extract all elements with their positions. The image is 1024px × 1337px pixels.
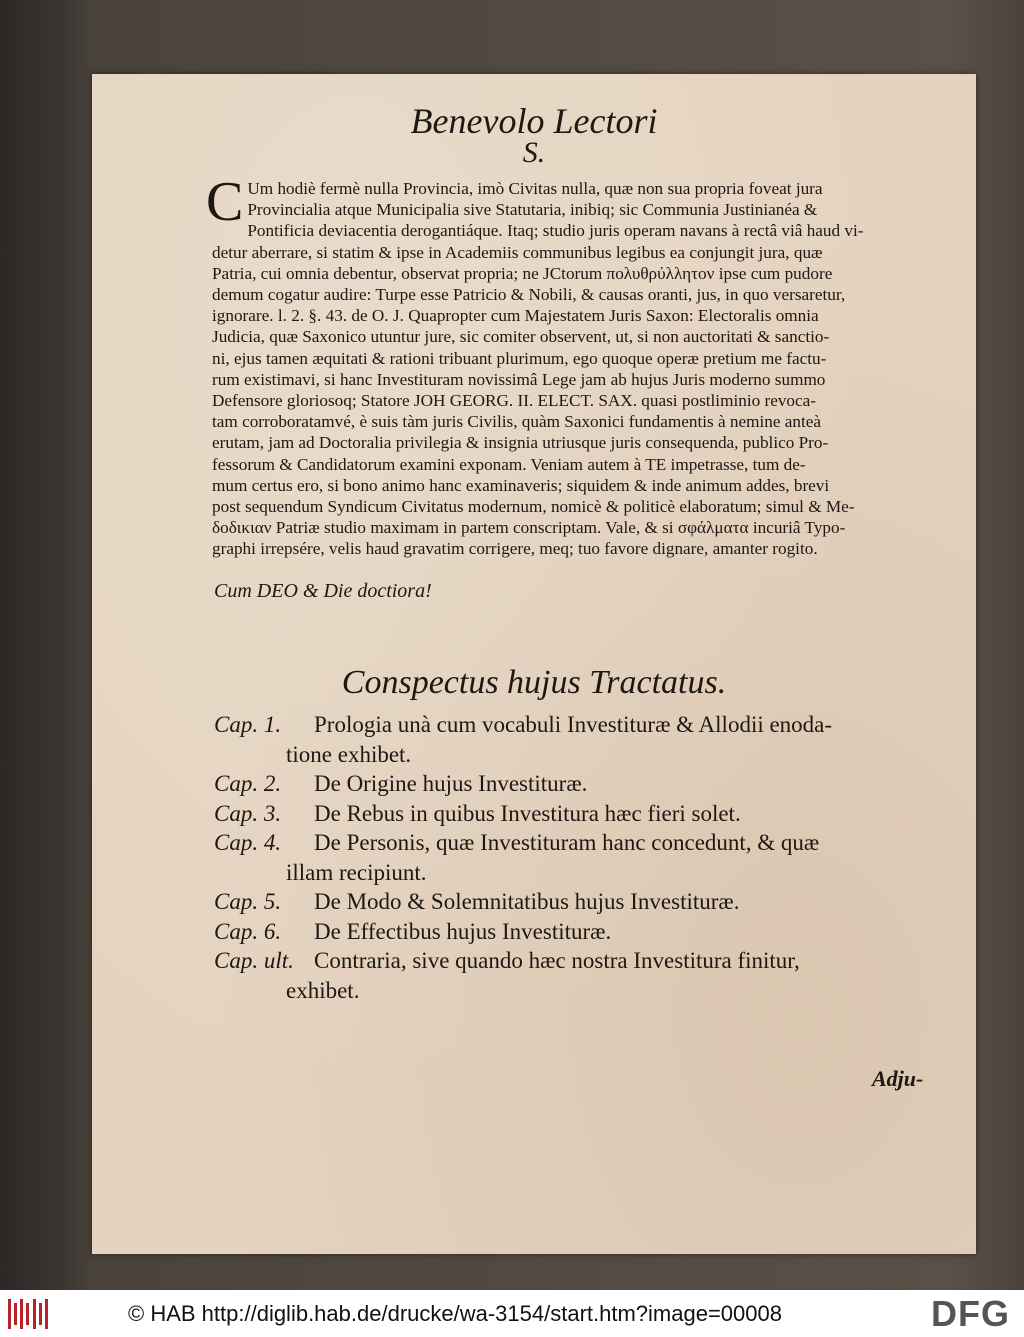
toc-row: [214, 946, 954, 976]
source-url-link[interactable]: © HAB http://diglib.hab.de/drucke/wa-3154/start.htm?image=00008: [128, 1300, 782, 1326]
closing-line: Cum DEO & Die doctiora!: [214, 580, 432, 602]
toc-row: [214, 710, 954, 740]
text-line: Judicia, quæ Saxonico utuntur jure, sic comiter observent, ut, si non auctoritati & sanctio-: [212, 327, 830, 347]
text-line: detur aberrare, si statim & ipse in Academiis communibus legibus ea conjungit jura, quæ: [212, 242, 823, 262]
text-line: mum certus ero, si bono animo hanc examinaveris; siquidem & inde animum addes, brevi: [212, 475, 830, 495]
toc-text: Contraria, sive quando hæc nostra Investitura finitur,: [314, 948, 800, 973]
drop-cap: C: [206, 171, 244, 233]
toc-text-cont: illam recipiunt.: [286, 859, 427, 885]
preface-text: [206, 171, 952, 560]
table-of-contents: [214, 710, 954, 1005]
toc-cap-label: Cap. 1.: [214, 712, 282, 737]
toc-text: De Rebus in quibus Investitura hæc fieri solet.: [314, 800, 741, 826]
toc-continuation: [214, 976, 954, 1006]
text-line: ignorare. l. 2. §. 43. de O. J. Quapropter cum Majestatem Juris Saxon: Electoralis omnia: [212, 306, 819, 326]
toc-cap-label: Cap. 5.: [214, 889, 282, 914]
text-line: Defensore gloriosoq; Statore JOH GEORG. II. ELECT. SAX. quasi postliminio revoca-: [212, 391, 817, 411]
toc-continuation: [214, 858, 954, 888]
toc-text-cont: exhibet.: [286, 977, 360, 1003]
document-page: [92, 74, 976, 1254]
page-heading: Benevolo Lectori: [410, 101, 658, 141]
toc-cap-label: Cap. 4.: [214, 830, 282, 855]
toc-row: [214, 917, 954, 947]
text-line: Patria, cui omnia debentur, observat propria; ne JCtorum πολυθρύλλητον ipse cum pudore: [212, 263, 833, 283]
dfg-logo[interactable]: DFG: [931, 1292, 1010, 1334]
toc-text-cont: tione exhibet.: [286, 741, 412, 767]
text-line: tam corroboratamvé, è suis tàm juris Civilis, quàm Saxonici fundamentis à nemine anteà: [212, 412, 822, 432]
text-line: Provincialia atque Municipalia sive Statutaria, inibiq; sic Communia Justinianéa &: [247, 200, 818, 220]
text-line: demum cogatur audire: Turpe esse Patricio & Nobili, & causas oranti, jus, in quo versaretur,: [212, 285, 846, 305]
toc-cap-label: Cap. 3.: [214, 800, 282, 826]
page-heading-sub: S.: [522, 136, 546, 169]
text-line: Um hodiè fermè nulla Provincia, imò Civitas nulla, quæ non sua propria foveat jura: [247, 179, 823, 198]
toc-text: De Effectibus hujus Investituræ.: [314, 918, 612, 944]
conspectus-title: Conspectus hujus Tractatus.: [341, 664, 727, 701]
toc-cap-label: Cap. 2.: [214, 771, 282, 796]
toc-row: [214, 799, 954, 829]
text-line: rum existimavi, si hanc Investituram novissimâ Lege jam ab hujus Juris moderno summo: [212, 369, 826, 389]
toc-text: De Modo & Solemnitatibus hujus Investituræ.: [314, 889, 740, 914]
toc-cap-label: Cap. ult.: [214, 948, 294, 973]
text-line: post sequendum Syndicum Civitatus modernum, nomicè & politicè elaboratum; simul & Me-: [212, 497, 855, 517]
text-line: fessorum & Candidatorum examini exponam. Veniam autem à TE impetrasse, tum de-: [212, 454, 806, 474]
hab-barcode-logo-icon[interactable]: [8, 1297, 48, 1331]
toc-row: [214, 887, 954, 917]
text-line: ni, ejus tamen æquitati & rationi tribuant plurimum, ego quoque operæ pretium me factu-: [212, 348, 827, 368]
toc-text: Prologia unà cum vocabuli Investituræ & Allodii enoda-: [314, 712, 833, 737]
text-line: δοδικιαν Patriæ studio maximam in partem conscriptam. Vale, & si σφάλματα incuriâ Typo-: [212, 518, 846, 538]
text-line: Pontificia deviacentia derogantiáque. Itaq; studio juris operam navans à rectâ viâ haud vi-: [247, 221, 864, 241]
toc-continuation: [214, 740, 954, 770]
viewer-footer: [0, 1290, 1024, 1337]
text-line: erutam, jam ad Doctoralia privilegia & insignia utriusque juris consequenda, publico Pro-: [212, 433, 829, 453]
toc-text: De Personis, quæ Investituram hanc concedunt, & quæ: [314, 830, 820, 855]
toc-row: [214, 769, 954, 799]
toc-text: De Origine hujus Investituræ.: [314, 771, 588, 796]
toc-row: [214, 828, 954, 858]
catchword: Adju-: [872, 1066, 924, 1091]
text-line: graphi irrepsére, velis haud gravatim corrigere, meq; tuo favore dignare, amanter rogito.: [212, 539, 818, 559]
toc-cap-label: Cap. 6.: [214, 918, 282, 944]
